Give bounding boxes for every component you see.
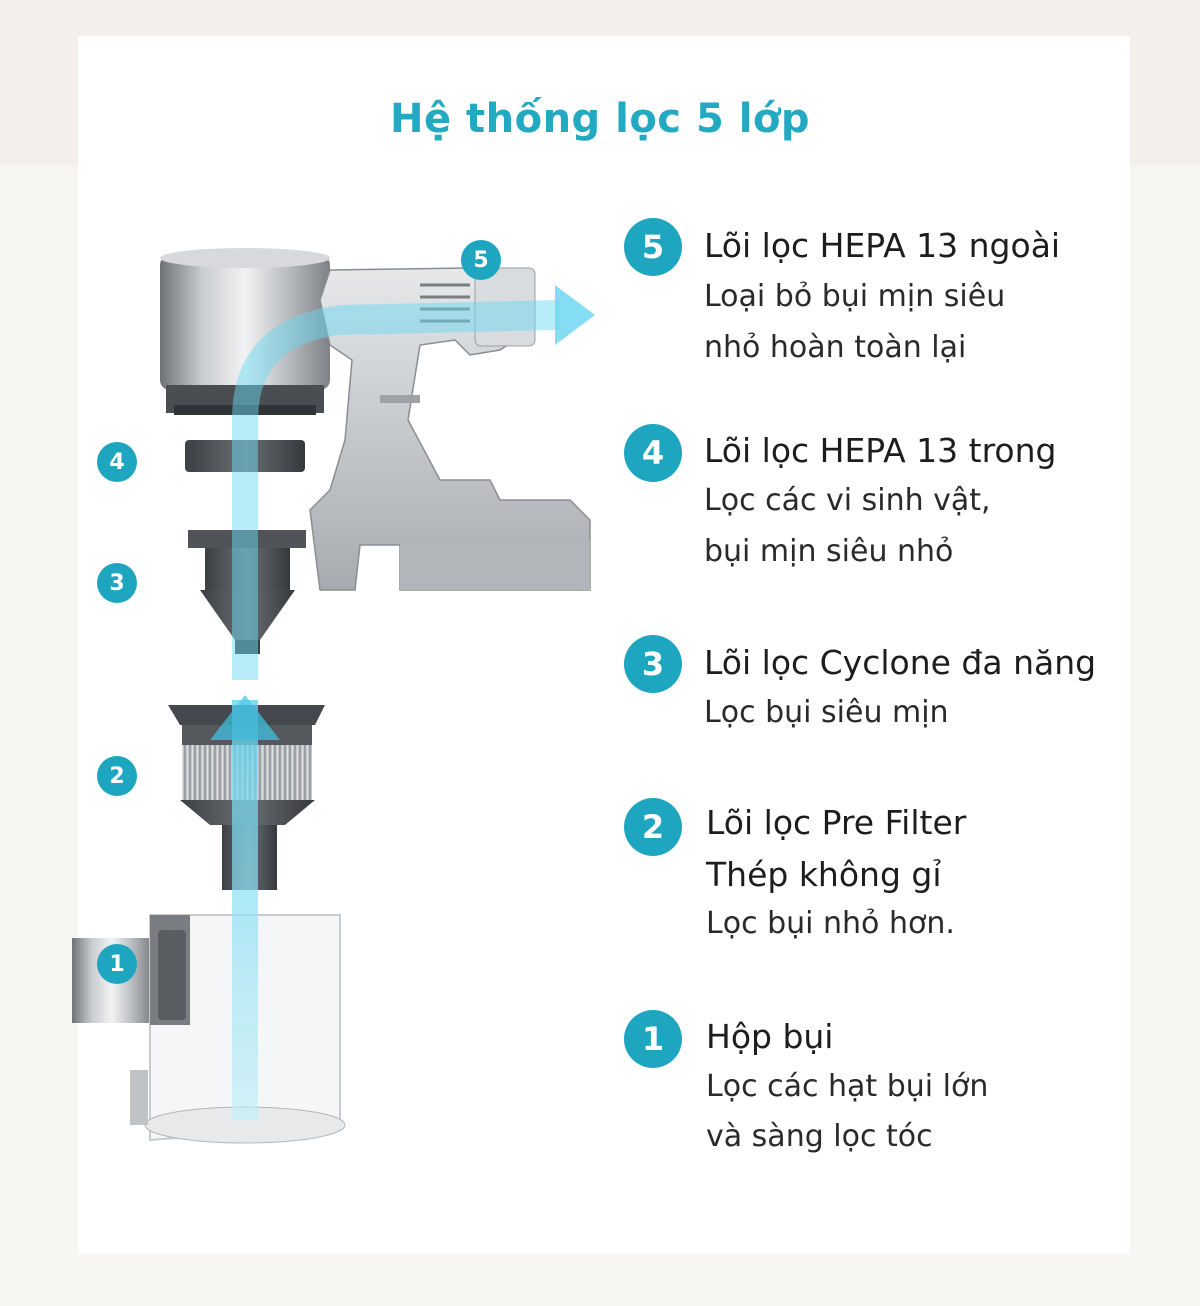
layer-desc-line: Lọc bụi nhỏ hơn. bbox=[706, 906, 955, 941]
diagram-badge-4: 4 bbox=[97, 442, 137, 482]
page-title: Hệ thống lọc 5 lớp bbox=[389, 96, 811, 142]
layer-title: Lõi lọc Pre Filter bbox=[706, 803, 967, 842]
layer-desc-line: Lọc các vi sinh vật, bbox=[704, 483, 991, 518]
layer-number-badge: 5 bbox=[624, 218, 682, 276]
layer-desc-line: Lọc các hạt bụi lớn bbox=[706, 1069, 989, 1104]
layer-title: Hộp bụi bbox=[706, 1017, 834, 1056]
layer-number-badge: 1 bbox=[624, 1010, 682, 1068]
layer-number-badge: 3 bbox=[624, 635, 682, 693]
diagram-badge-1: 1 bbox=[97, 944, 137, 984]
layer-subtitle: Thép không gỉ bbox=[706, 855, 942, 894]
diagram-badge-5: 5 bbox=[461, 240, 501, 280]
layer-desc-line: nhỏ hoàn toàn lại bbox=[704, 330, 967, 365]
layer-desc-line: và sàng lọc tóc bbox=[706, 1119, 933, 1154]
layer-desc-line: Lọc bụi siêu mịn bbox=[704, 695, 949, 730]
layer-title: Lõi lọc Cyclone đa năng bbox=[704, 643, 1097, 682]
layer-number-badge: 4 bbox=[624, 424, 682, 482]
layer-title: Lõi lọc HEPA 13 trong bbox=[704, 431, 1057, 470]
layer-number-badge: 2 bbox=[624, 798, 682, 856]
diagram-badge-3: 3 bbox=[97, 563, 137, 603]
layer-desc-line: bụi mịn siêu nhỏ bbox=[704, 534, 954, 569]
layer-title: Lõi lọc HEPA 13 ngoài bbox=[704, 226, 1061, 265]
diagram-badge-2: 2 bbox=[97, 756, 137, 796]
layer-desc-line: Loại bỏ bụi mịn siêu bbox=[704, 279, 1006, 314]
